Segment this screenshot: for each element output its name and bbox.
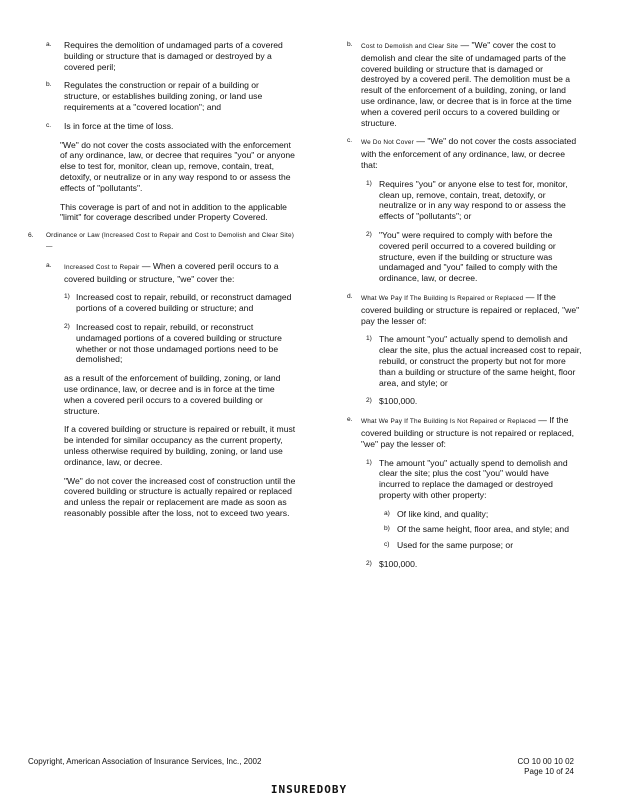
item-a-text: Requires the demolition of undamaged parts of a covered building or structure that is damaged or destroyed by a covered peril; xyxy=(64,40,283,72)
item-6a-2 xyxy=(28,322,296,365)
item-6d-2 xyxy=(347,396,582,407)
item-6a-1-text: Increased cost to repair, rebuild, or reconstruct damaged portions of a covered building or structure; and xyxy=(76,292,292,314)
item-6e-1-a-label: a) xyxy=(384,509,390,517)
coverage-limit-paragraph: This coverage is part of and not in addition to the applicable "limit" for coverage described under Property Covered. xyxy=(60,201,287,223)
item-6a-2-label: 2) xyxy=(64,322,70,330)
item-6c-2-label: 2) xyxy=(366,230,372,238)
item-6a-1-label: 1) xyxy=(64,293,70,301)
item-6d-1-label: 1) xyxy=(366,335,372,343)
item-6e-label: e. xyxy=(347,416,353,424)
copyright-notice: Copyright, American Association of Insurance Services, Inc., 2002 xyxy=(28,757,262,766)
item-a-label: a. xyxy=(46,41,52,48)
item-6e-1-b xyxy=(347,524,582,535)
item-6e-2-text: $100,000. xyxy=(379,559,418,570)
site-watermark: INSUREDOBY xyxy=(270,783,348,796)
item-6a-label: a. xyxy=(46,261,52,269)
item-6b xyxy=(347,40,582,128)
item-6a-2-text: Increased cost to repair, rebuild, or reconstruct undamaged portions of a covered building or structure whether or not those undamaged portions need to be demolished; xyxy=(76,321,282,365)
form-number: CO 10 00 10 02 xyxy=(517,757,574,766)
item-6a-1 xyxy=(28,292,296,314)
form-identifier xyxy=(494,757,574,777)
item-c-text: Is in force at the time of loss. xyxy=(64,120,174,131)
item-6b-text: — "We" cover the cost to demolish and clear the site of undamaged parts of the covered building or structure that is damaged or destroyed by a covered peril. The demolition must be a result of the enforcement of a building, zoning, or land use ordinance, law, or decree that is in force at the time when a covered peril occurs to a covered building or structure. xyxy=(361,40,572,128)
item-6c-label: c. xyxy=(347,137,353,145)
item-6e-1-a-text: Of like kind, and quality; xyxy=(397,508,489,519)
item-6d-heading: What We Pay If The Building Is Repaired or Replaced xyxy=(361,294,524,302)
item-6e xyxy=(347,415,582,449)
item-6c xyxy=(347,136,582,170)
item-c xyxy=(28,121,296,132)
pollutants-exclusion-paragraph: "We" do not cover the costs associated with the enforcement of any ordinance, law, or decree that requires "you" or anyone else to test for, monitor, clean up, remove, contain, treat, detoxify, or neutralize or in any way respond to or assess the effects of "pollutants". xyxy=(60,139,295,193)
item-6c-text: — "We" do not cover the costs associated with the enforcement of any ordinance, law, or decree that: xyxy=(361,136,577,170)
item-6d-1-text: The amount "you" actually spend to demolish and clear the site, plus the actual increased cost to repair, rebuild, or construct the property but not for more than a building or structure of the same height, floor area, and style; or xyxy=(379,334,582,388)
item-b-label: b. xyxy=(46,81,52,89)
item-6c-heading: We Do Not Cover xyxy=(361,139,414,147)
item-6c-1-label: 1) xyxy=(366,179,372,187)
item-6d-1 xyxy=(347,334,582,388)
item-6d-label: d. xyxy=(347,292,353,300)
item-6e-2 xyxy=(347,559,582,570)
item-6e-1-b-text: Of the same height, floor area, and style; and xyxy=(397,524,569,535)
similar-occupancy-paragraph: If a covered building or structure is repaired or rebuilt, it must be intended for similar occupancy as the current property, unless otherwise required by building, zoning, or land use ordinance, law, or decree. xyxy=(64,424,296,467)
item-6e-1 xyxy=(347,458,582,501)
item-6c-2-text: "You" were required to comply with before the covered peril occurred to a covered building or structure, even if the building or structure was undamaged and "you" failed to comply with the ordinance, law, or decree. xyxy=(379,229,558,284)
item-6-label: 6. xyxy=(28,232,34,240)
item-6d xyxy=(347,292,582,326)
item-6 xyxy=(28,231,296,253)
item-c-label: c. xyxy=(46,121,52,129)
item-6b-heading: Cost to Demolish and Clear Site xyxy=(361,43,459,50)
item-6e-1-c xyxy=(347,540,582,551)
item-6e-text: — If the covered building or structure is not repaired or replaced, "we" pay the lesser of: xyxy=(361,415,575,449)
item-b-text: Regulates the construction or repair of a building or structure, or establishes building zoning, or land use requirements at a "covered location"; and xyxy=(64,80,263,112)
item-6c-1 xyxy=(347,179,582,222)
item-6a-text: — When a covered peril occurs to a covered building or structure, "we" cover the: xyxy=(64,260,279,284)
item-6e-heading: What We Pay If The Building Is Not Repaired or Replaced xyxy=(361,418,536,426)
item-6e-1-label: 1) xyxy=(366,458,372,466)
item-6e-1-a xyxy=(347,509,582,520)
enforcement-paragraph: as a result of the enforcement of building, zoning, or land use ordinance, law, or decree and is in force at the time when a covered peril occurs to a covered building or structure. xyxy=(64,373,281,416)
item-b xyxy=(28,80,296,112)
left-column xyxy=(28,40,296,527)
item-6c-2 xyxy=(347,230,582,284)
construction-timing-paragraph: "We" do not cover the increased cost of construction until the covered building or structure is actually repaired or replaced and unless the repair or replacement are made as soon as reasonably possible after the loss, not to exceed two years. xyxy=(64,475,296,518)
item-6c-1-text: Requires "you" or anyone else to test for, monitor, clean up, remove, contain, treat, detoxify, or neutralize or in any way respond to or assess the effects of "pollutants"; or xyxy=(379,178,568,222)
right-column xyxy=(347,40,582,578)
item-6b-label: b. xyxy=(347,41,353,48)
item-6d-2-text: $100,000. xyxy=(379,396,418,407)
item-6-heading: Ordinance or Law (Increased Cost to Repair and Cost to Demolish and Clear Site) — xyxy=(46,232,295,250)
item-6a-heading: Increased Cost to Repair xyxy=(64,263,140,271)
item-a xyxy=(28,40,296,72)
item-6e-1-b-label: b) xyxy=(384,525,390,533)
item-6e-1-text: The amount "you" actually spend to demolish and clear the site; plus the cost "you" would have incurred to replace the damaged or destroyed property with other property: xyxy=(379,457,568,500)
item-6e-1-c-text: Used for the same purpose; or xyxy=(397,540,514,551)
item-6d-text: — If the covered building or structure is repaired or replaced, "we" pay the lesser of: xyxy=(361,291,580,326)
item-6e-1-c-label: c) xyxy=(384,541,390,549)
item-6a xyxy=(28,261,296,285)
item-6e-2-label: 2) xyxy=(366,560,372,568)
page-number: Page 10 of 24 xyxy=(524,767,574,776)
item-6d-2-label: 2) xyxy=(366,397,372,405)
